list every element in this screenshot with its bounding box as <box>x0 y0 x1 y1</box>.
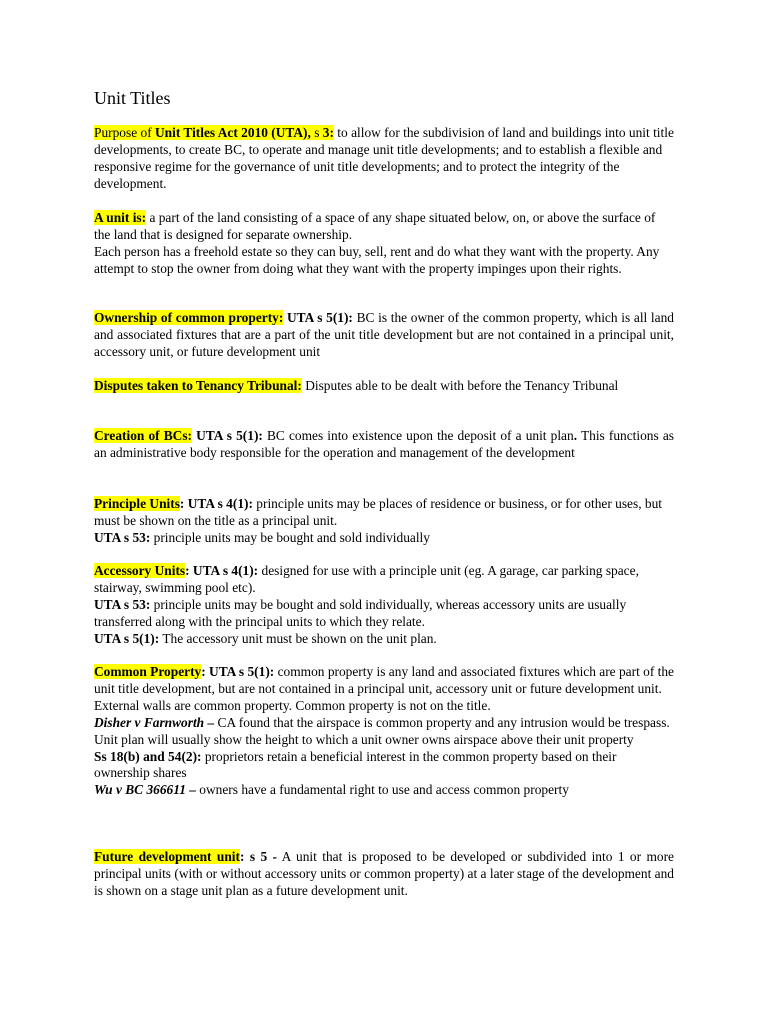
disputes-text: Disputes able to be dealt with before the Tenancy Tribunal <box>301 378 619 393</box>
common-text-2: proprietors retain a beneficial interest in the common property based on their ownership shares <box>94 748 617 781</box>
ownership-label: Ownership of common property: <box>94 310 284 325</box>
accessory-text-3: The accessory unit must be shown on the unit plan. <box>159 630 437 646</box>
ownership-paragraph <box>94 310 674 361</box>
purpose-label-prefix: Purpose of <box>94 125 155 140</box>
purpose-label-section: s <box>310 125 323 140</box>
purpose-paragraph <box>94 125 674 193</box>
unit-text-2: Each person has a freehold estate so they can buy, sell, rent and do what they want with the property. Any attempt to stop the owner from doing what they want with the property impinges upon their rights. <box>94 243 660 276</box>
common-text: common property is any land and associated fixtures which are part of the unit title development, but are not contained in a principal unit, accessory unit or future development unit. External walls are common property. Common property is not on the title. <box>94 664 674 713</box>
future-text: A unit that is proposed to be developed or subdivided into 1 or more principal units (with or without accessory units or common property) at a later stage of the development and is shown on a stage unit plan as a future development unit. <box>94 849 674 898</box>
unit-label: A unit is: <box>94 210 147 225</box>
common-ref: : UTA s 5(1): <box>201 664 275 679</box>
creation-label: Creation of BCs: <box>94 428 192 443</box>
common-paragraph <box>94 664 674 799</box>
common-ref-2: Ss 18(b) and 54(2): <box>94 748 202 764</box>
page-title: Unit Titles <box>94 88 171 108</box>
accessory-label: Accessory Units <box>94 563 186 578</box>
creation-text: BC comes into existence upon the deposit of a unit plan <box>262 428 574 443</box>
future-ref: : s 5 - <box>239 849 278 864</box>
accessory-ref: : UTA s 4(1): <box>185 563 259 578</box>
creation-ref: UTA s 5(1): <box>192 428 263 443</box>
accessory-ref-3: UTA s 5(1): <box>94 630 160 646</box>
creation-paragraph <box>94 428 674 462</box>
common-case-1: Disher v Farnworth – <box>94 714 215 730</box>
purpose-highlight <box>94 125 334 140</box>
ownership-text: BC is the owner of the common property, which is all land and associated fixtures that are a part of the unit title development but are not contained in a principal unit, accessory unit, or future development unit <box>94 310 674 359</box>
accessory-paragraph <box>94 563 674 648</box>
disputes-paragraph <box>94 378 674 395</box>
disputes-label: Disputes taken to Tenancy Tribunal: <box>94 378 302 393</box>
purpose-text: to allow for the subdivision of land and buildings into unit title developments, to create BC, to operate and manage unit title developments; and to establish a flexible and responsive regime for the governance of unit title developments; and to protect the integrity of the development. <box>94 125 674 191</box>
common-label: Common Property <box>94 664 202 679</box>
unit-paragraph <box>94 210 674 278</box>
principle-paragraph <box>94 496 674 547</box>
principle-ref-2: UTA s 53: <box>94 529 151 545</box>
purpose-label-number: 3 <box>322 125 330 140</box>
future-paragraph <box>94 849 674 900</box>
ownership-ref: UTA s 5(1): <box>283 310 353 325</box>
principle-text-2: principle units may be bought and sold individually <box>150 529 430 545</box>
common-case-2-text: owners have a fundamental right to use and access common property <box>195 782 569 798</box>
principle-label: Principle Units <box>94 496 180 511</box>
common-case-1-text: CA found that the airspace is common property and any intrusion would be trespass. Unit plan will usually show the height to which a unit owner owns airspace above their unit property <box>94 714 670 747</box>
accessory-text-2: principle units may be bought and sold individually, whereas accessory units are usually transferred along with the principal units to which they relate. <box>94 596 627 629</box>
purpose-label-act: Unit Titles Act 2010 (UTA), <box>155 125 311 140</box>
common-case-2: Wu v BC 366611 – <box>94 782 196 798</box>
unit-text: a part of the land consisting of a space of any shape situated below, on, or above the surface of the land that is designed for separate ownership. <box>94 210 656 242</box>
principle-text: principle units may be places of residence or business, or for other uses, but must be shown on the title as a principal unit. <box>94 496 663 528</box>
accessory-text: designed for use with a principle unit (eg. A garage, car parking space, stairway, swimming pool etc). <box>94 563 639 595</box>
creation-dot: . <box>573 428 578 443</box>
purpose-label-colon: : <box>329 125 334 140</box>
principle-ref: : UTA s 4(1): <box>179 496 253 511</box>
accessory-ref-2: UTA s 53: <box>94 596 151 612</box>
creation-text-2: This functions as an administrative body responsible for the operation and management of the development <box>94 428 674 460</box>
future-label: Future development unit <box>94 849 240 864</box>
